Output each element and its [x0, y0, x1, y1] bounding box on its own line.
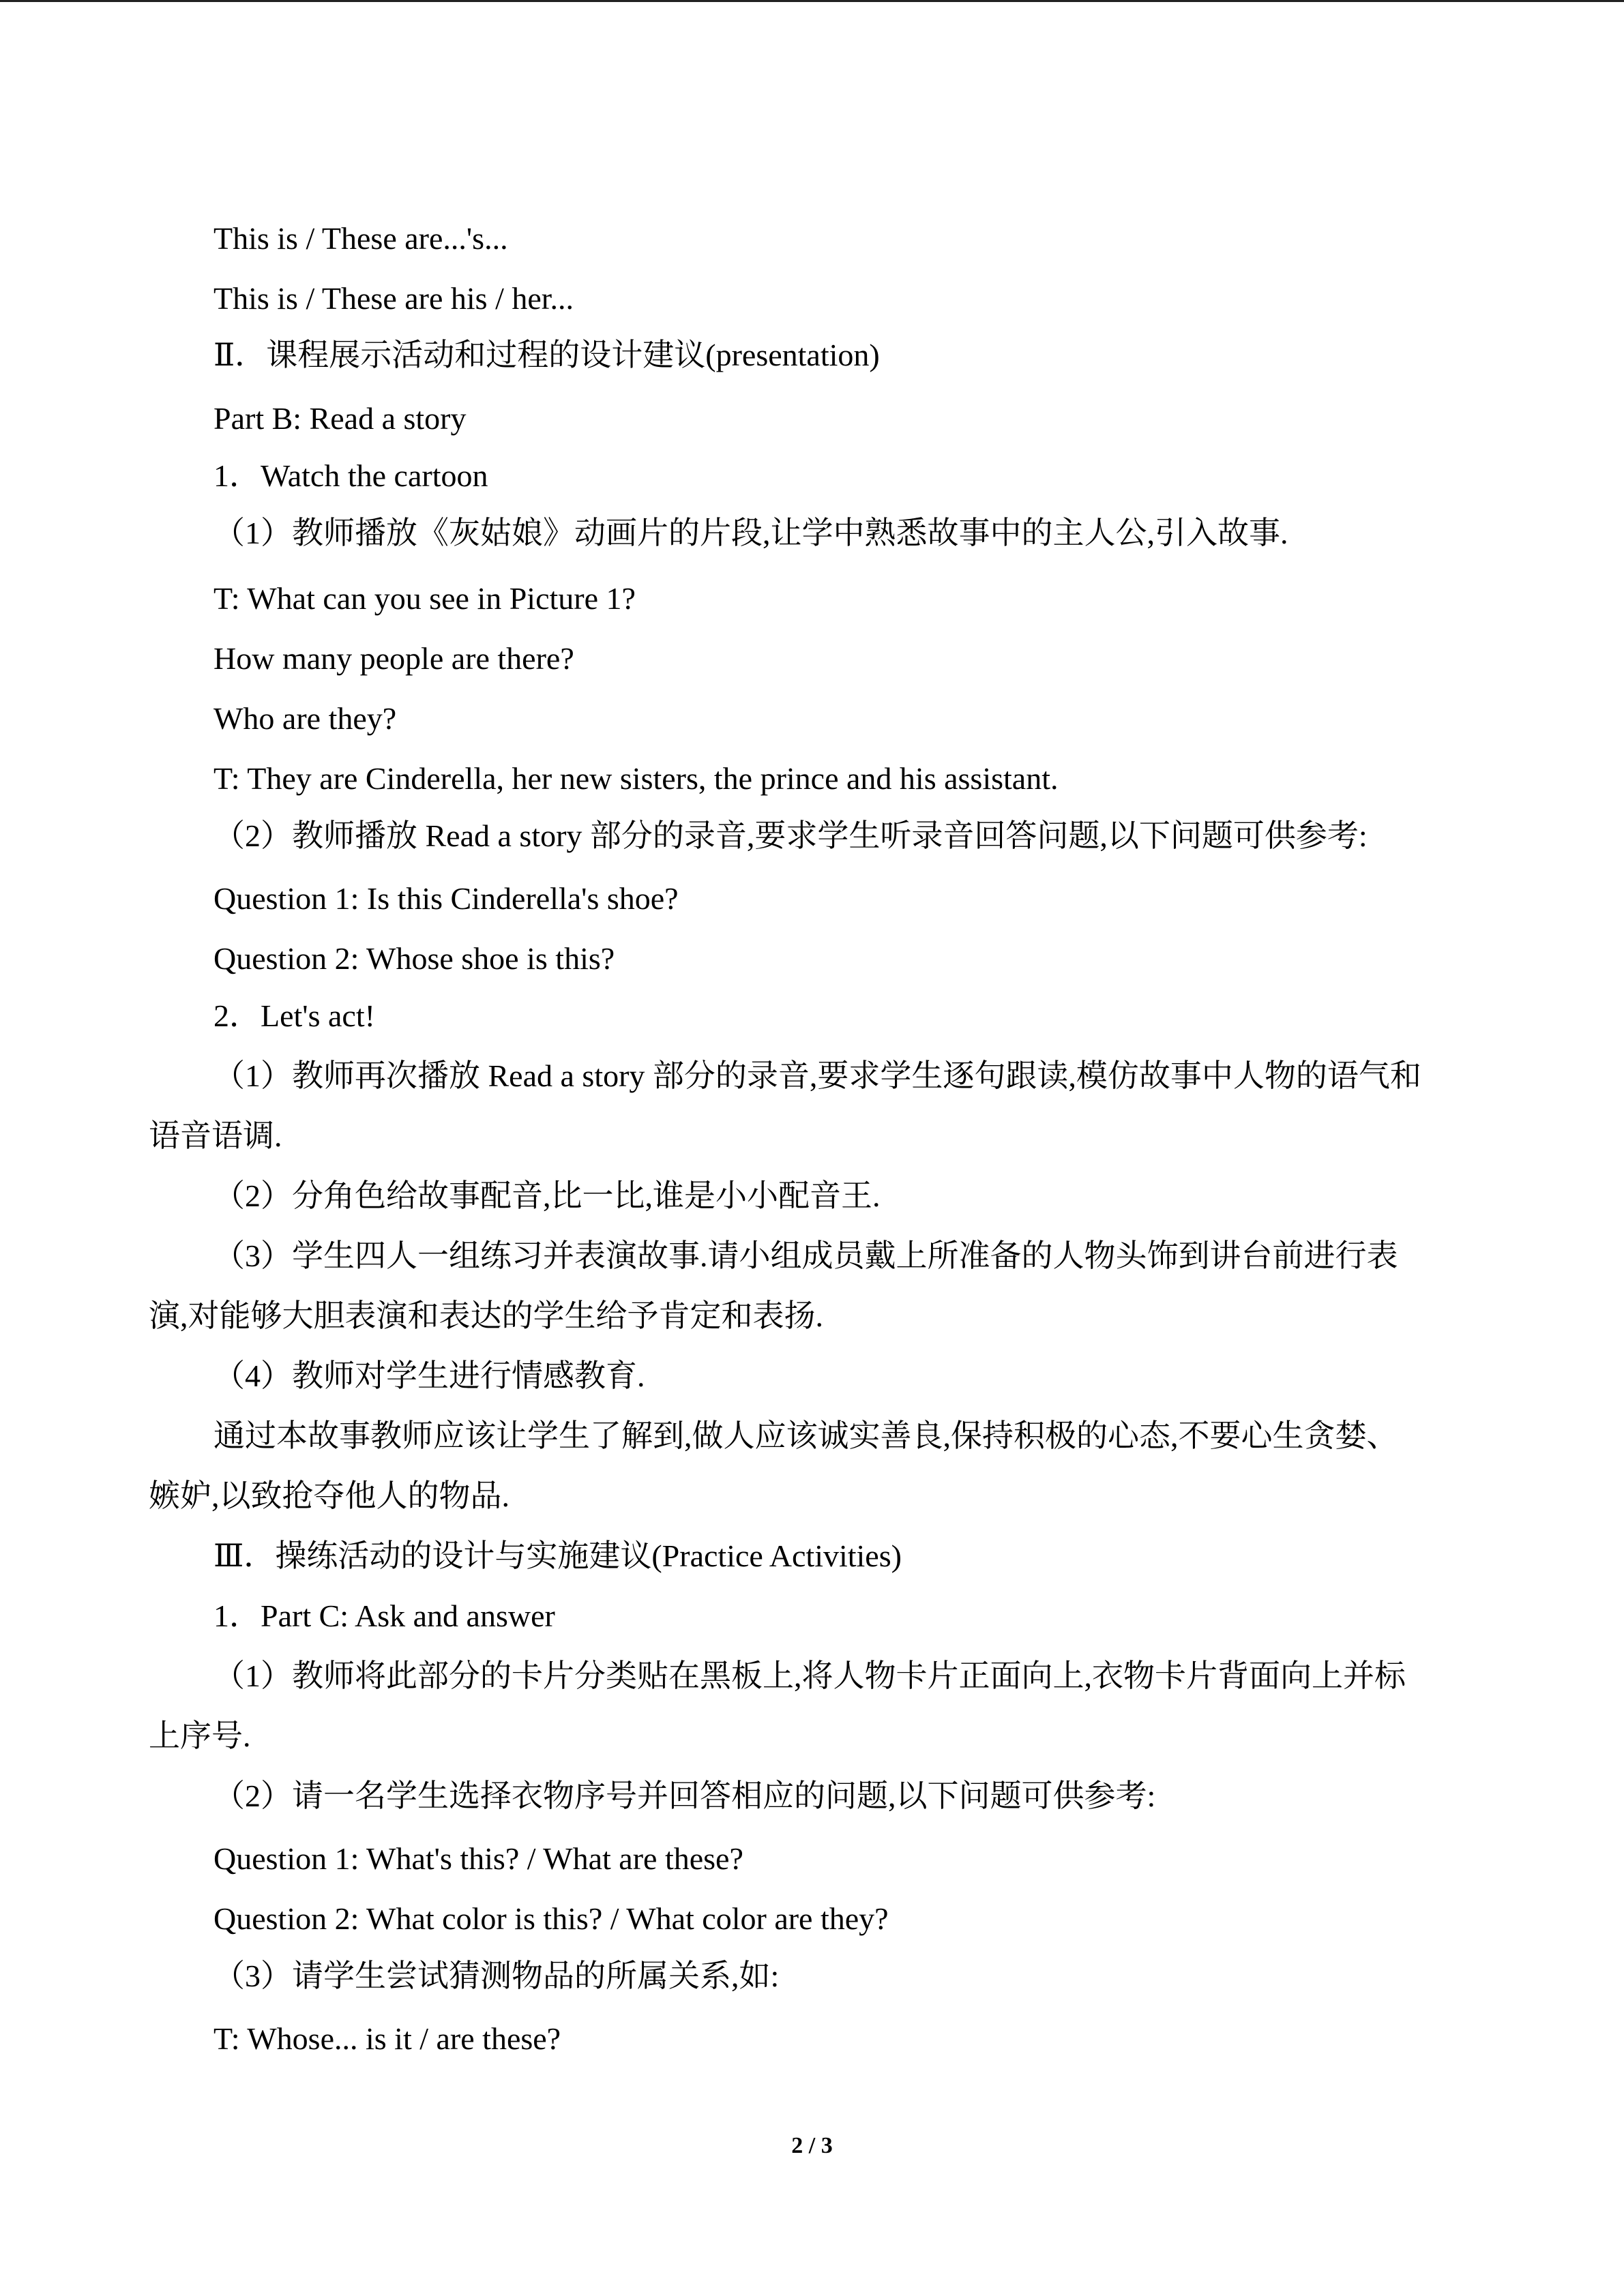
text-line: T: Whose... is it / are these?	[213, 2021, 561, 2056]
text-line: 演,对能够大胆表演和表达的学生给予肯定和表扬.	[149, 1298, 823, 1333]
text-line: Question 2: Whose shoe is this?	[213, 941, 615, 976]
text-line: （3）请学生尝试猜测物品的所属关系,如:	[213, 1958, 780, 1993]
text-line: 1．Watch the cartoon	[213, 458, 488, 493]
text-line: （4）教师对学生进行情感教育.	[213, 1358, 645, 1393]
text-line: Who are they?	[213, 701, 397, 736]
text-line: Question 2: What color is this? / What color are they?	[213, 1901, 889, 1936]
text-line: （2）请一名学生选择衣物序号并回答相应的问题,以下问题可供参考:	[213, 1778, 1156, 1813]
text-line: T: They are Cinderella, her new sisters, the prince and his assistant.	[213, 761, 1059, 796]
page-number: 2 / 3	[791, 2133, 833, 2158]
text-line: Question 1: What's this? / What are these?	[213, 1841, 743, 1876]
section-heading: Ⅲ．操练活动的设计与实施建议(Practice Activities)	[213, 1538, 902, 1573]
text-line: Question 1: Is this Cinderella's shoe?	[213, 881, 679, 916]
page-top-border	[0, 0, 1624, 2]
text-line: （1）教师再次播放 Read a story 部分的录音,要求学生逐句跟读,模仿故事中人物的语气和	[213, 1058, 1421, 1093]
text-line: （1）教师将此部分的卡片分类贴在黑板上,将人物卡片正面向上,衣物卡片背面向上并标	[213, 1658, 1406, 1693]
text-line: This is / These are...'s...	[213, 221, 508, 256]
text-line: How many people are there?	[213, 641, 574, 676]
text-line: （1）教师播放《灰姑娘》动画片的片段,让学中熟悉故事中的主人公,引入故事.	[213, 516, 1288, 550]
text-line: （3）学生四人一组练习并表演故事.请小组成员戴上所准备的人物头饰到讲台前进行表	[213, 1238, 1398, 1273]
text-line: 2．Let's act!	[213, 998, 375, 1033]
text-line: This is / These are his / her...	[213, 281, 574, 316]
section-heading: Ⅱ．课程展示活动和过程的设计建议(presentation)	[213, 338, 880, 372]
text-line: （2）教师播放 Read a story 部分的录音,要求学生听录音回答问题,以下问题可供参考:	[213, 818, 1368, 853]
text-line: T: What can you see in Picture 1?	[213, 581, 636, 616]
text-line: 上序号.	[149, 1718, 251, 1753]
text-line: 通过本故事教师应该让学生了解到,做人应该诚实善良,保持积极的心态,不要心生贪婪、	[213, 1418, 1398, 1453]
text-line: 1．Part C: Ask and answer	[213, 1598, 555, 1633]
text-line: 嫉妒,以致抢夺他人的物品.	[149, 1478, 510, 1513]
text-line: （2）分角色给故事配音,比一比,谁是小小配音王.	[213, 1178, 881, 1213]
text-line: 语音语调.	[149, 1118, 282, 1153]
text-line: Part B: Read a story	[213, 401, 467, 436]
